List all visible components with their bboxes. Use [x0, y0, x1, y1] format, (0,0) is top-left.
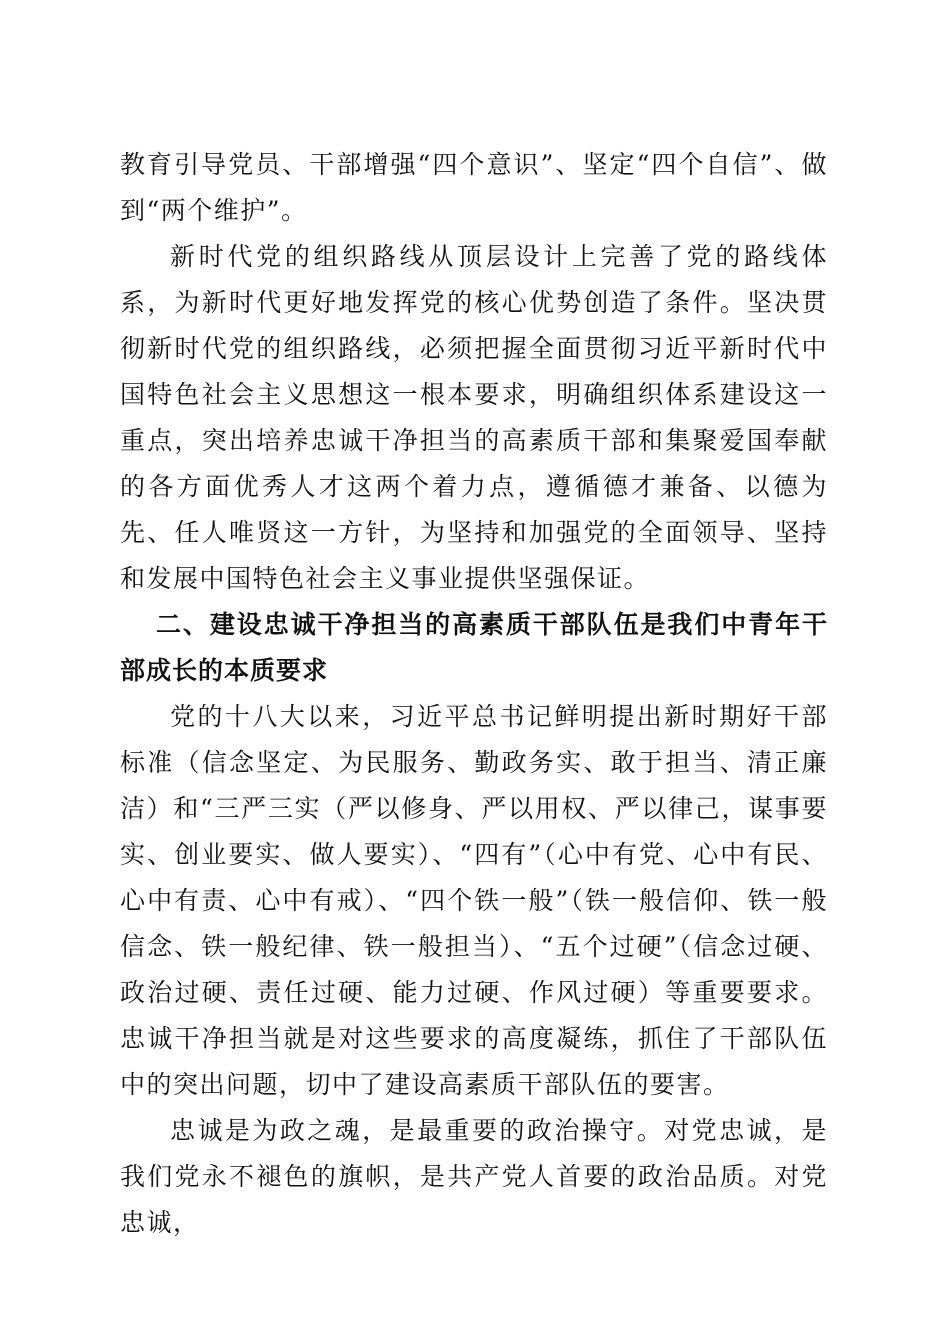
- paragraph-continuation: 教育引导党员、干部增强“四个意识”、坚定“四个自信”、做到“两个维护”。: [120, 150, 828, 225]
- paragraph-loyalty: 忠诚是为政之魂，是最重要的政治操守。对党忠诚，是我们党永不褪色的旗帜，是共产党人首要的政治品质。对党忠诚，: [120, 1116, 828, 1237]
- paragraph-organization-line: 新时代党的组织路线从顶层设计上完善了党的路线体系，为新时代更好地发挥党的核心优势创造了条件。坚决贯彻新时代党的组织路线，必须把握全面贯彻习近平新时代中国特色社会主义思想这一根本要求，明确组织体系建设这一重点，突出培养忠诚干净担当的高素质干部和集聚爱国奉献的各方面优秀人才这两个着力点，遵循德才兼备、以德为先、任人唯贤这一方针，为坚持和加强党的全面领导、坚持和发展中国特色社会主义事业提供坚强保证。: [120, 242, 828, 593]
- section-heading: 二、建设忠诚干净担当的高素质干部队伍是我们中青年干部成长的本质要求: [120, 610, 828, 685]
- paragraph-cadre-standards: 党的十八大以来，习近平总书记鲜明提出新时期好干部标准（信念坚定、为民服务、勤政务实、敢于担当、清正廉洁）和“三严三实（严以修身、严以用权、严以律己，谋事要实、创业要实、做人要实）、“四有”（心中有党、心中有民、心中有责、心中有戒）、“四个铁一般”（铁一般信仰、铁一般信念、铁一般纪律、铁一般担当）、“五个过硬”（信念过硬、政治过硬、责任过硬、能力过硬、作风过硬）等重要要求。忠诚干净担当就是对这些要求的高度凝练，抓住了干部队伍中的突出问题，切中了建设高素质干部队伍的要害。: [120, 702, 828, 1099]
- document-body: [120, 142, 828, 1246]
